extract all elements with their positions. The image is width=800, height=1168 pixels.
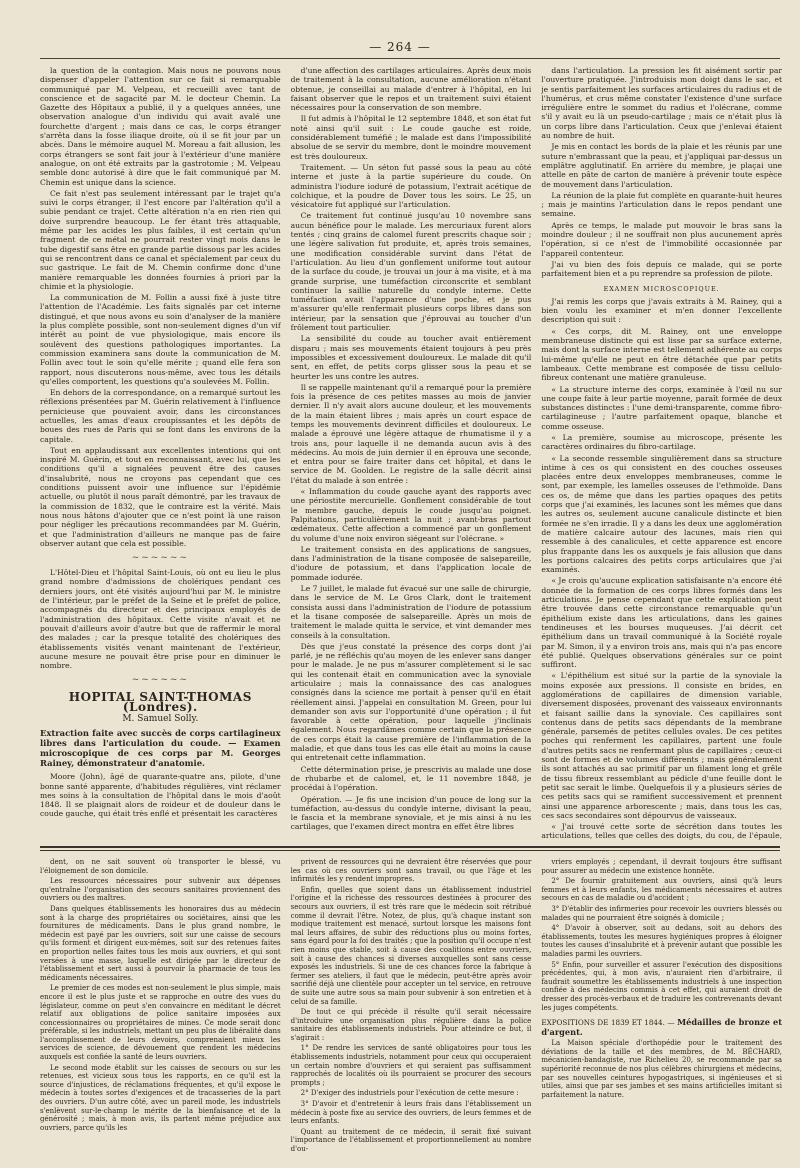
- feuilleton-rule: [40, 850, 780, 851]
- advertisement-text: La Maison spéciale d'orthopédie pour le traitement des déviations de la taille et des membres, de M. BÉCHARD, mécanicien-bandagiste, rue Richelieu 20, se recommande par sa supériorité reconnue de nos plus célèbres chirurgiens et médecins, par ses nouvelles ceintures hypogastriques, si ingénieuses et si utiles, ainsi que par ses jambes et ses mains artificielles imitant si parfaitement la nature.: [541, 1039, 782, 1099]
- paragraph: L'Hôtel-Dieu et l'hôpital Saint-Louis, où ont eu lieu le plus grand nombre d'admissions de cholériques pendant ces derniers jours, ont été visités aujourd'hui par M. le ministre de l'intérieur, par le préfet de la Seine et le préfet de police, accompagnés du directeur et des principaux employés de l'administration des hôpitaux. Cette visite n'avait et ne pouvait d'ailleurs avoir d'autre but que de raffermir le moral des malades ; car la presque totalité des cholériques des établissements visités venant maintenant de l'extérieur, aucune mesure ne pouvait être prise pour en diminuer le nombre.: [40, 568, 281, 671]
- paragraph: vriers employés ; cependant, il devrait toujours être suffisant pour assurer au médecin une existence honnête.: [541, 858, 782, 875]
- article-subheading: Extraction faite avec succès de corps cartilagineux libres dans l'articulation du coude. — Examen microscopique de ces corps par M. Georges Rainey, démonstrateur d'anatomie.: [40, 728, 281, 769]
- paragraph: Il se rappelle maintenant qu'il a remarqué pour la première fois la présence de ces petites masses au mois de janvier dernier. Il n'y avait alors aucune douleur, et les mouvements de la main étaient libres ; mais après un court espace de temps les mouvements devinrent difficiles et douloureux. Le malade a éprouvé une légère attaque de rhumatisme il y a trois ans, pour laquelle il ne demanda aucun avis à des médecins. Au mois de juin dernier il en éprouva une seconde, et entra pour se faire traiter dans cet hôpital, et dans le service de M. Goolden. Le registre de la salle décrit ainsi l'état du malade à son entrée :: [290, 382, 532, 485]
- paragraph: 3° D'avoir et d'entretenir à leurs frais dans l'établissement un médecin à poste fixe au service des ouvriers, de leurs femmes et de leurs enfants.: [290, 1100, 532, 1126]
- paragraph: 5° Enfin, pour surveiller et assurer l'exécution des dispositions précédentes, qui, à mon avis, n'auraient rien d'arbitraire, il faudrait soumettre les établissements industriels à une inspection confiée à des médecins commis à cet effet, qui auraient droit de dresser des procès-verbaux et de traduire les contrevenants devant les juges compétents.: [541, 960, 782, 1012]
- paragraph: « Ces corps, dit M. Rainey, ont une enveloppe membraneuse distincte qui est lisse par sa surface externe, mais dont la surface interne est tellement adhérente au corps lui-même qu'elle ne peut en être détachée que par petits lambeaux. Cette membrane est composée de tissu cellulo-fibreux contenant une matière granuleuse.: [541, 326, 782, 383]
- article-heading: HOPITAL SAINT-THOMAS (Londres).: [68, 690, 252, 714]
- paragraph: 4° D'avoir à observer, soit au dedans, soit au dehors des établissements, toutes les mesures hygiéniques propres à éloigner toutes les causes d'insalubrité et à prévenir autant que possible les maladies parmi les ouvriers.: [541, 924, 782, 958]
- column-3: [541, 66, 782, 842]
- paragraph: Opération. — Je fis une incision d'un pouce de long sur la tuméfaction, au-dessus du condyle interne, divisant la peau, le fascia et la membrane synoviale, et je mis ainsi à nu les cartilages, que l'examen direct montra en effet être libres: [290, 794, 532, 832]
- paragraph: En dehors de la correspondance, on a remarqué surtout les réflexions présentées par M. Guérin relativement à l'influence pernicieuse que pouvaient avoir, dans les circonstances actuelles, les amas d'eaux croupissantes et les dépôts de boues des rues de Paris qui se font dans les environs de la capitale.: [40, 388, 281, 444]
- paragraph: Je mis en contact les bords de la plaie et les réunis par une suture n'embrassant que la peau, et j'appliquai par-dessus un emplâtre agglutinatif. En arrière du membre, je plaçai une attelle en pâte de carton de manière à prévenir toute espèce de mouvement dans l'articulation.: [541, 142, 782, 189]
- paragraph: La communication de M. Follin a aussi fixé à juste titre l'attention de l'Académie. Les faits signalés par cet interne distingué, et que nous avons eu soin d'analyser de la manière la plus complète possible, sont non-seulement dignes d'un vif intérêt au point de vue physiologique, mais encore ils soulèvent des questions pathologiques importantes. La commission examinera sans doute la communication de M. Follin avec tout le soin qu'elle mérite ; quand elle fera son rapport, nous discuterons nous-même, avec tous les détails qu'elles comportent, les questions qu'a soulevées M. Follin.: [40, 293, 281, 386]
- paragraph: Ce fait n'est pas seulement intéressant par le trajet qu'a suivi le corps étranger, il l'est encore par l'altération qu'il a subie pendant ce trajet. Cette altération n'a en rien rien qui doive surprendre beaucoup. Le fer étant très attaquable, même par les acides les plus faibles, il est certain qu'un fragment de ce métal ne pourrait rester vingt mois dans le tube digestif sans être en grande partie dissous par les acides qui se rencontrent dans ce canal et spécialement par ceux du suc gastrique. Le fait de M. Chemin confirme donc d'une manière remarquable les données fournies à priori par la chimie et la physiologie.: [40, 188, 281, 291]
- paragraph: dans l'articulation. La pression les fit aisément sortir par l'ouverture pratiquée. J'introduisis mon doigt dans le sac, et je sentis parfaitement les surfaces articulaires du radius et de l'humérus, et crus même constater l'existence d'une surface irrégulière entre le sommet du radius et l'olécrane, comme s'il y avait eu là un pseudo-cartilage ; mais ce n'était plus là un corps libre dans l'articulation. Ceux que j'enlevai étaient au nombre de huit.: [541, 66, 782, 141]
- paragraph: Le premier de ces modes est non-seulement le plus simple, mais encore il est le plus juste et se rapproche en outre des vues du législateur, comme on peut s'en convaincre en méditant le décret relatif aux obligations de police sanitaire imposées aux concessionnaires ou propriétaires de mines. Ce mode serait donc préférable, si les industriels, mettant un peu plus de libéralité dans l'accomplissement de leurs devoirs, comprenaient mieux les services de science, de dévouement que rendent les médecins auxquels est confiée la santé de leurs ouvriers.: [40, 984, 281, 1062]
- section-label: EXAMEN MICROSCOPIQUE.: [603, 284, 720, 293]
- paragraph: d'une affection des cartilages articulaires. Après deux mois de traitement à la consultation, aucune amélioration n'étant obtenue, je conseillai au malade d'entrer à l'hôpital, en lui faisant observer que le repos et un traitement suivi étaient nécessaires pour la conservation de son membre.: [290, 66, 532, 113]
- header-rule: [40, 58, 780, 59]
- paragraph: dent, on ne sait souvent où transporter le blessé, vu l'éloignement de son domicile.: [40, 858, 281, 875]
- ornament-divider: ~~~~~~: [131, 553, 189, 564]
- advertisement-lead: EXPOSITIONS DE 1839 ET 1844. —: [541, 1018, 675, 1028]
- paragraph: 2° D'exiger des industriels pour l'exécution de cette mesure :: [300, 1089, 519, 1098]
- advertisement-title: Médailles de bronze et d'argent.: [541, 1017, 782, 1037]
- feuilleton-columns: [40, 858, 782, 1158]
- ornament-divider: ~~~~~~: [131, 675, 189, 686]
- paragraph: Cette détermination prise, je prescrivis au malade une dose de rhubarbe et de calomel, et, le 11 novembre 1848, je procédai à l'opération.: [290, 764, 532, 793]
- paragraph: Il fut admis à l'hôpital le 12 septembre 1848, et son état fut noté ainsi qu'il suit : Le coude gauche est roide, considérablement tuméfié ; le malade est dans l'impossibilité absolue de se servir du membre, dont le moindre mouvement est très douloureux.: [290, 114, 532, 161]
- paragraph: Dès que j'eus constaté la présence des corps dont j'ai parlé, je ne réfléchis qu'au moyen de les enlever sans danger pour le malade. Je ne pus m'assurer complètement si le sac qui les contenait était en communication avec la synoviale articulaire ; mais la connaissance des cas analogues consignés dans la science me portait à penser qu'il en était réellement ainsi. J'appelai en consultation M. Green, pour lui demander son avis sur l'opportunité d'une opération ; il fut favorable à cette opération, pour laquelle j'inclinais également. Nous regardâmes comme certain que la présence de ces corps était la cause première de l'inflammation de la maladie, et que dans tous les cas elle était au moins la cause qui entretenait cette inflammation.: [290, 641, 532, 763]
- paragraph: Après ce temps, le malade put mouvoir le bras sans la moindre douleur ; il ne souffrait non plus aucunement après l'opération, si ce n'est de l'immobilité occasionnée par l'appareil contenteur.: [541, 220, 782, 258]
- feuilleton-column-1: [40, 858, 281, 1158]
- paragraph: « La structure interne des corps, examinée à l'œil nu sur une coupe faite à leur partie moyenne, paraît formée de deux substances distinctes : l'une demi-transparente, comme fibro-cartilagineuse ; l'autre parfaitement opaque, blanche et comme osseuse.: [541, 384, 782, 431]
- paragraph: Les ressources nécessaires pour subvenir aux dépenses qu'entraîne l'organisation des secours sanitaires proviennent des ouvriers ou des maîtres.: [40, 877, 281, 903]
- feuilleton-rule: [40, 846, 780, 848]
- paragraph: J'ai vu bien des fois depuis ce malade, qui se porte parfaitement bien et a pu reprendre sa profession de pilote.: [541, 259, 782, 279]
- column-1: [40, 66, 281, 842]
- paragraph: « Je crois qu'aucune explication satisfaisante n'a encore été donnée de la formation de ces corps libres formés dans les articulations. Je pense cependant que cette explication peut être trouvée dans cette circonstance remarquable qu'un épithélium existe dans les articulations, dans les gaines tendineuses et les bourses muqueuses. J'ai décrit cet épithélium dans un travail communiqué à la Société royale par M. Simon, il y a environ trois ans, mais qui n'a pas encore été publié. Quelques observations générales sur ce point suffiront.: [541, 576, 782, 670]
- paragraph: Le traitement consista en des applications de sangsues, dans l'administration de la tisane composée de salsepareille, d'iodure de potassium, et dans l'application locale de pommade iodurée.: [290, 544, 532, 582]
- paragraph: Traitement. — Un séton fut passé sous la peau au côté interne et juste à la partie supérieure du coude. On administra l'iodure ioduré de potassium, l'extrait acétique de colchique, et la poudre de Dover tous les soirs. Le 25, un vésicatoire fut appliqué sur l'articulation.: [290, 162, 532, 210]
- paragraph: Enfin, quelles que soient dans un établissement industriel l'origine et la richesse des ressources destinées à procurer des secours aux ouvriers, il est très rare que le médecin soit rétribué comme il devrait l'être. Notez, de plus, qu'à chaque instant son modique traitement est menacé, surtout lorsque les maisons font mal leurs affaires, de subir des réductions plus ou moins fortes, sans égard pour la foi des traités ; que la position qu'il occupe n'est rien moins que stable, soit à cause des coalitions entre ouvriers, soit à cause des chances si diverses auxquelles sont sans cesse exposés les industriels. Si une de ces chances force la fabrique à fermer ses ateliers, il faut que le médecin, peut-être après avoir sacrifié déjà une clientèle pour accepter un tel service, en retrouve de suite une autre sous sa main pour subvenir à son entretien et à celui de sa famille.: [290, 885, 532, 1006]
- paragraph: Tout en applaudissant aux excellentes intentions qui ont inspiré M. Guérin, et tout en reconnaissant, avec lui, que les conditions qu'il a signalées peuvent être des causes d'insalubrité, nous ne croyons pas cependant que ces conditions puissent avoir une influence sur l'épidémie actuelle, ou plutôt il nous paraît démontré, par les travaux de la commission de 1832, que le contraire est la vérité. Mais nous nous hâtons d'ajouter que ce n'est point là une raison pour négliger les précautions recommandées par M. Guérin, et que l'administration d'ailleurs ne manque pas de faire observer autant que cela est possible.: [40, 445, 281, 548]
- paragraph: De tout ce qui précède il résulte qu'il serait nécessaire d'introduire une organisation plus régulière dans la police sanitaire des établissements industriels. Pour atteindre ce but, il s'agirait :: [290, 1008, 532, 1042]
- paragraph: « Inflammation du coude gauche ayant des rapports avec une périostite mercurielle. Gonflement considérable de tout le membre gauche, depuis le coude jusqu'au poignet. Palpitations, particulièrement la nuit ; avant-bras partout œdémateux. Cette affection a commencé par un gonflement du volume d'une noix environ siégeant sur l'olécrane. »: [290, 487, 532, 543]
- paragraph: Moore (John), âgé de quarante-quatre ans, pilote, d'une bonne santé apparente, d'habitudes régulières, vint réclamer mes soins à la consultation de l'hôpital dans le mois d'août 1848. Il se plaignait alors de roideur et de douleur dans le coude gauche, qui était très enflé et présentait les caractères: [40, 772, 281, 819]
- paragraph: « J'ai trouvé cette sorte de sécrétion dans toutes les articulations, telles que celles des doigts, du cou, de l'épaule,: [541, 822, 782, 841]
- feuilleton-column-2: [291, 858, 532, 1158]
- paragraph: 1° De rendre les services de santé obligatoires pour tous les établissements industriels, notamment pour ceux qui occuperaient un certain nombre d'ouvriers et qui seraient pas suffisamment rapprochés de localités où ils pourraient se procurer des secours prompts ;: [290, 1044, 532, 1087]
- column-2: [291, 66, 532, 842]
- page-number: — 264 —: [369, 40, 431, 54]
- paragraph: « La seconde ressemble singulièrement dans sa structure intime à ces os qui consistent en des couches osseuses placées entre deux enveloppes membraneuses, comme le sont, par exemple, les lamelles osseuses de l'ethmoïde. Dans ces os, de même que dans les parties opaques des petits corps que j'ai examinés, les lacunes sont les mêmes que dans les autres os, seulement aucune canalicule distincte et bien formée ne s'en irradie. Il y a dans les deux une agglomération de matière calcaire autour des lacunes, mais rien qui ressemble à des canalicules, et cette apparence est encore plus frappante dans les os auxquels je fais allusion que dans les portions calcaires des petits corps articulaires que j'ai examinés.: [541, 453, 782, 575]
- main-columns: [40, 66, 782, 842]
- paragraph: 2° De fournir gratuitement aux ouvriers, ainsi qu'à leurs femmes et à leurs enfants, les médicaments nécessaires et autres secours en cas de maladie ou d'accident ;: [541, 877, 782, 903]
- paragraph: la question de la contagion. Mais nous ne pouvons nous dispenser d'appeler l'attention sur ce fait si remarquable communiqué par M. Velpeau, et recueilli avec tant de conscience et de sagacité par M. le docteur Chemin. La Gazette des Hôpitaux a publié, il y a quelques années, une observation analogue d'un individu qui avait avalé une fourchette d'argent ; mais dans ce cas, le corps étranger s'arrêta dans la fosse iliaque droite, où il se fit jour par un abcès. Dans le mémoire auquel M. Moreau a fait allusion, les corps étrangers se sont fait jour à l'extérieur d'une manière analogue, on ont été extraits par la gastrotomie ; M. Velpeau semble donc autorisé à dire que le fait communiqué par M. Chemin est unique dans la science.: [40, 66, 281, 187]
- paragraph: « L'épithélium est situé sur la partie de la synoviale la moins exposée aux pressions. Il consiste en brides, en agglomérations de capillaires de dimension variable, diversement disposées, provenant des vaisseaux environnants et faisant saillie dans la synoviale. Ces capillaires sont contenus dans de petits sacs dépendants de la membrane générale, parsemés de petites cellules ovales. De ces petites poches qui renferment les capillaires, partent une foule d'autres petits sacs ne renfermant plus de capillaires ; ceux-ci sont de formes et de volumes différents ; mais généralement ils sont attachés au sac primitif par un filament long et grêle de tissu fibreux ressemblant au pédicle d'une feuille dont le petit sac serait le limbe. Quelquefois il y a plusieurs séries de ces petits sacs qui se ramifient successivement et prennent ainsi une apparence arborescente ; mais, dans tous les cas, ces sacs secondaires sont dépourvus de vaisseaux.: [541, 671, 782, 820]
- paragraph: privent de ressources qui ne devraient être réservées que pour les cas où ces ouvriers sont sans travail, ou que l'âge et les infirmités les y rendent impropres.: [290, 858, 532, 884]
- feuilleton-column-3: [541, 858, 782, 1158]
- paragraph: Ce traitement fut continué jusqu'au 10 novembre sans aucun bénéfice pour le malade. Les mercuriaux furent alors tentés ; cinq grains de calomel furent prescrits chaque soir ; une légère salivation fut produite, et, après trois semaines, une modification considérable survint dans l'état de l'articulation. Au lieu d'un gonflement uniforme tout autour de la surface du coude, je trouvai un jour à ma visite, et à ma grande surprise, une tuméfaction circonscrite et semblant continuer la saillie naturelle du condyle interne. Cette tuméfaction avait l'apparence d'une poche, et je pus m'assurer qu'elle renfermait plusieurs corps libres dans son intérieur, par la sensation que j'éprouvai au toucher d'un frôlement tout particulier.: [290, 211, 532, 333]
- paragraph: J'ai remis les corps que j'avais extraits à M. Rainey, qui a bien voulu les examiner et m'en donner l'excellente description qui suit :: [541, 296, 782, 325]
- paragraph: La sensibilité du coude au toucher avait entièrement disparu ; mais ses mouvements étaient toujours à peu près impossibles et excessivement douloureux. Le malade dit qu'il sent, en effet, de petits corps glisser sous la peau et se heurter les uns contre les autres.: [290, 334, 532, 381]
- article-byline: M. Samuel Solly.: [122, 714, 199, 724]
- paragraph: Le second mode établit sur les caisses de secours ou sur les retenues, est vicieux sous tous les rapports, en ce qu'il est la source d'injustices, de réclamations fréquentes, et qu'il expose le médecin à toutes sortes d'exigences et de tracasseries de la part des ouvriers. D'un autre côté, avec un pareil mode, les industriels s'enlèvent sur-le-champ le mérite de la bienfaisance et de la générosité ; mais, à mon avis, ils partent même préjudice aux ouvriers, parce qu'ils les: [40, 1063, 281, 1132]
- advertisement-heading: [541, 1018, 782, 1037]
- paragraph: « La première, soumise au microscope, présente les caractères ordinaires du fibro-cartilage.: [541, 432, 782, 452]
- paragraph: 3° D'établir des infirmeries pour recevoir les ouvriers blessés ou malades qui ne pourraient être soignés à domicile ;: [541, 904, 782, 922]
- paragraph: La réunion de la plaie fut complète en quarante-huit heures ; mais je maintins l'articulation dans le repos pendant une semaine.: [541, 190, 782, 219]
- paragraph: Dans quelques établissements les honoraires dus au médecin sont à la charge des propriétaires ou sociétaires, ainsi que les fournitures de médicaments. Dans le plus grand nombre, le médecin est payé par les ouvriers, soit sur une caisse de secours qu'ils forment et dirigent eux-mêmes, soit sur des retenues faites en proportion nelles faites tous les mois aux ouvriers, et qui sont versées à une masse, laquelle est dirigée par le directeur de l'établissement et sert aussi à pourvoir la pharmacie de tous les médicaments nécessaires.: [40, 904, 281, 982]
- paragraph: Le 7 juillet, le malade fut évacué sur une salle de chirurgie, dans le service de M. Le Gros Clark, dont le traitement consista aussi dans l'administration de l'iodure de potassium et la tisane composée de salsepareille. Après un mois de traitement le malade quitta le service, et vint demander mes conseils à la consultation.: [290, 584, 532, 640]
- paragraph: Quant au traitement de ce médecin, il serait fixé suivant l'importance de l'établissement et proportionnellement au nombre d'ou-: [290, 1127, 532, 1153]
